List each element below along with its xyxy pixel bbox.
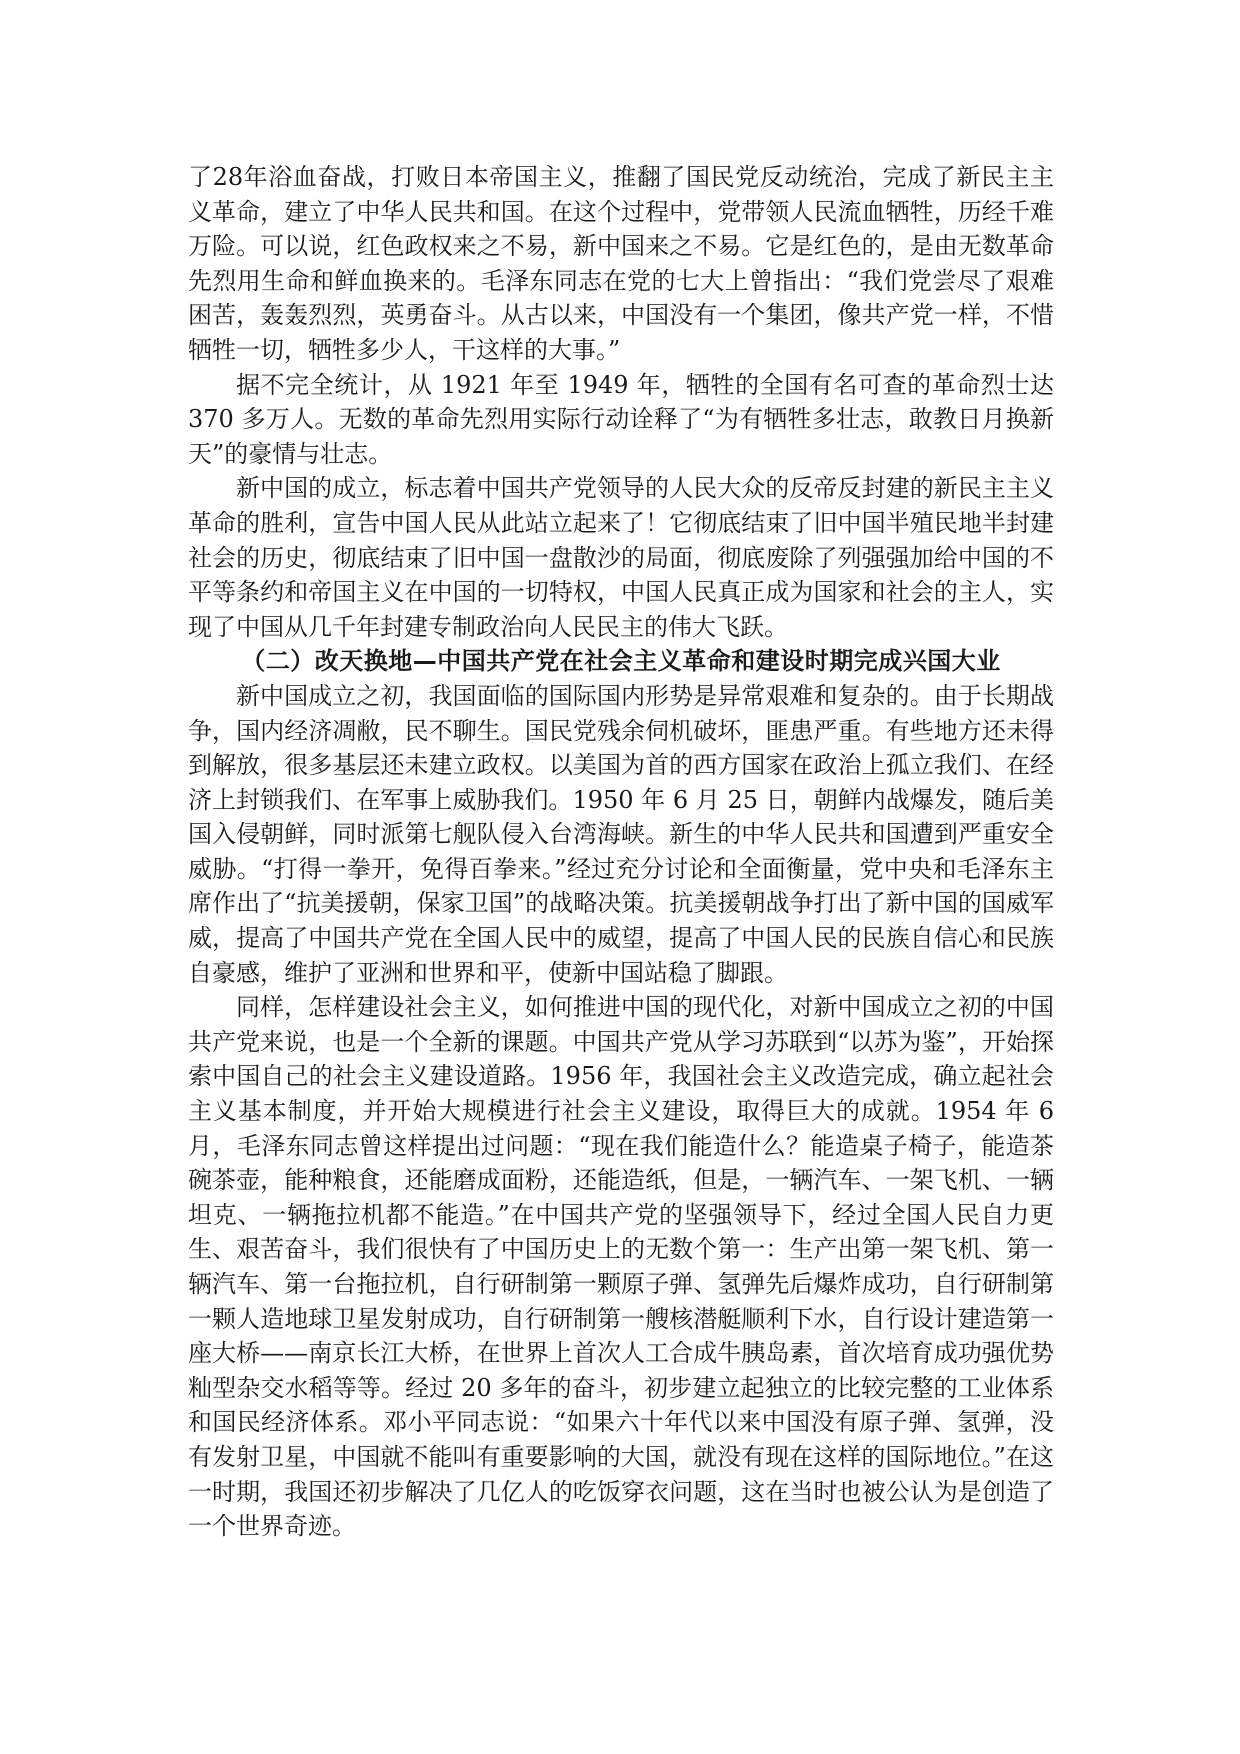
paragraph-new-china-founding: 新中国的成立，标志着中国共产党领导的人民大众的反帝反封建的新民主主义革命的胜利，宣告中国人民从此站立起来了！它彻底结束了旧中国半殖民地半封建社会的历史，彻底结束了旧中国一盘散沙的局面，彻底废除了列强强加给中国的不平等条约和帝国主义在中国的一切特权，中国人民真正成为国家和社会的主人，实现了中国从几千年封建专制政治向人民民主的伟大飞跃。 (188, 474, 1054, 641)
paragraph-socialist-construction: 同样，怎样建设社会主义，如何推进中国的现代化，对新中国成立之初的中国共产党来说，也是一个全新的课题。中国共产党从学习苏联到“以苏为鉴”，开始探索中国自己的社会主义建设道路。1956 年，我国社会主义改造完成，确立起社会主义基本制度，并开始大规模进行社会主义建设，取得巨大的成就。1954 年 6 月，毛泽东同志曾这样提出过问题：“现在我们能造什么？能造桌子椅子，能造茶碗茶壶，能种粮食，还能磨成面粉，还能造纸，但是，一辆汽车、一架飞机、一辆坦克、一辆拖拉机都不能造。”在中国共产党的坚强领导下，经过全国人民自力更生、艰苦奋斗，我们很快有了中国历史上的无数个第一：生产出第一架飞机、第一辆汽车、第一台拖拉机，自行研制第一颗原子弹、氢弹先后爆炸成功，自行研制第一颗人造地球卫星发射成功，自行研制第一艘核潜艇顺利下水，自行设计建造第一座大桥——南京长江大桥，在世界上首次人工合成牛胰岛素，首次培育成功强优势籼型杂交水稻等等。经过 20 多年的奋斗，初步建立起独立的比较完整的工业体系和国民经济体系。邓小平同志说：“如果六十年代以来中国没有原子弹、氢弹，没有发射卫星，中国就不能叫有重要影响的大国，就没有现在这样的国际地位。”在这一时期，我国还初步解决了几亿人的吃饭穿衣问题，这在当时也被公认为是创造了一个世界奇迹。 (188, 993, 1054, 1541)
paragraph-martyrs-statistics: 据不完全统计，从 1921 年至 1949 年，牺牲的全国有名可查的革命烈士达370 多万人。无数的革命先烈用实际行动诠释了“为有牺牲多壮志，敢教日月换新天”的豪情与壮志。 (188, 370, 1054, 468)
section-heading: （二）改天换地—中国共产党在社会主义革命和建设时期完成兴国大业 (241, 647, 1001, 676)
paragraph-continued: 了28年浴血奋战，打败日本帝国主义，推翻了国民党反动统治，完成了新民主主义革命，建立了中华人民共和国。在这个过程中，党带领人民流血牺牲，历经千难万险。可以说，红色政权来之不易，新中国来之不易。它是红色的，是由无数革命先烈用生命和鲜血换来的。毛泽东同志在党的七大上曾指出：“我们党尝尽了艰难困苦，轰轰烈烈，英勇奋斗。从古以来，中国没有一个集团，像共产党一样，不惜牺牲一切，牺牲多少人，干这样的大事。” (188, 163, 1054, 364)
document-page (188, 160, 1054, 1544)
paragraph-early-situation: 新中国成立之初，我国面临的国际国内形势是异常艰难和复杂的。由于长期战争，国内经济凋敝，民不聊生。国民党残余伺机破坏，匪患严重。有些地方还未得到解放，很多基层还未建立政权。以美国为首的西方国家在政治上孤立我们、在经济上封锁我们、在军事上威胁我们。1950 年 6 月 25 日，朝鲜内战爆发，随后美国入侵朝鲜，同时派第七舰队侵入台湾海峡。新生的中华人民共和国遭到严重安全威胁。“打得一拳开，免得百拳来。”经过充分讨论和全面衡量，党中央和毛泽东主席作出了“抗美援朝，保家卫国”的战略决策。抗美援朝战争打出了新中国的国威军威，提高了中国共产党在全国人民中的威望，提高了中国人民的民族自信心和民族自豪感，维护了亚洲和世界和平，使新中国站稳了脚跟。 (188, 681, 1054, 987)
